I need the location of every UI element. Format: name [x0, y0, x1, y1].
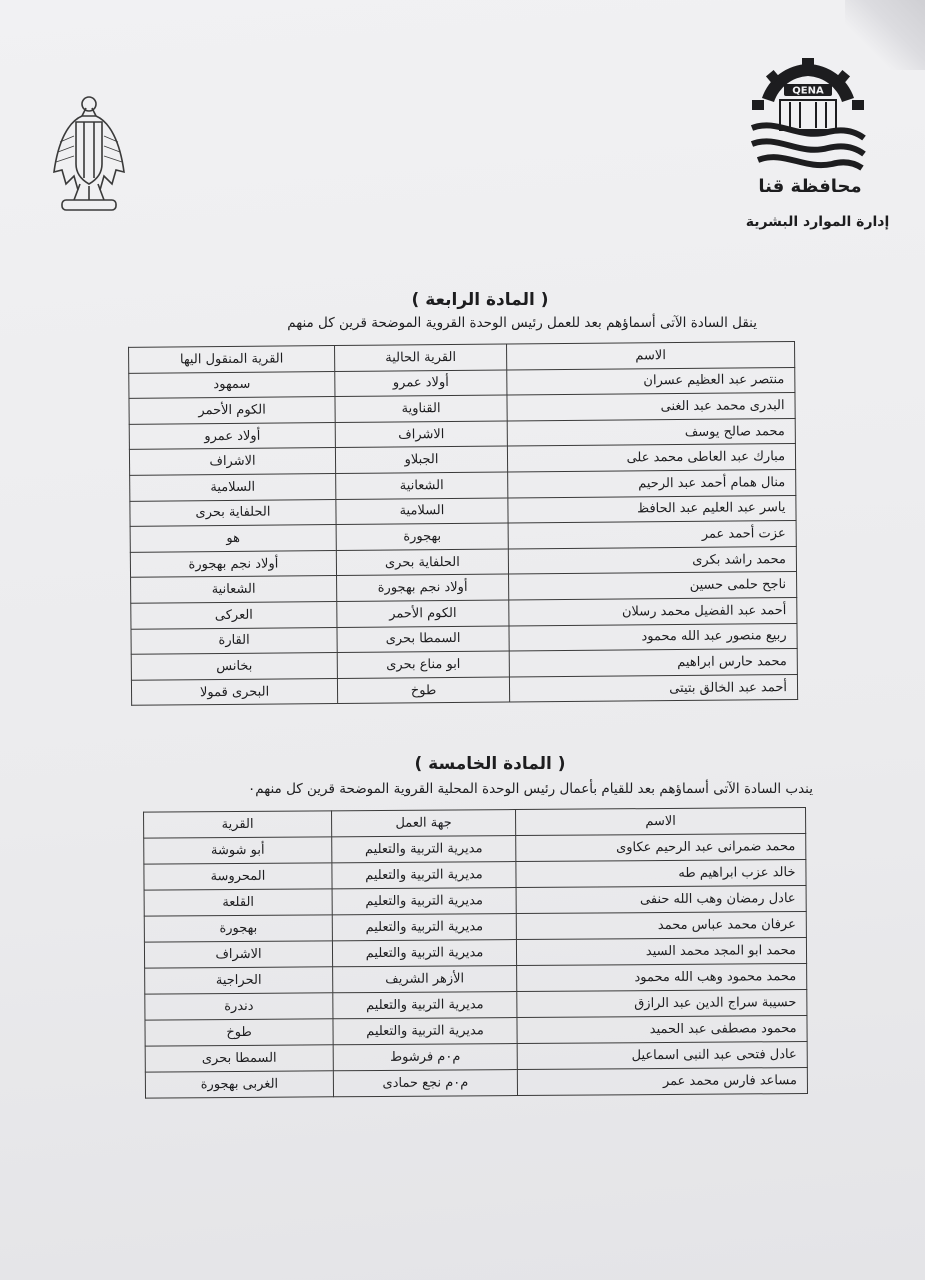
- cell-current-village: أولاد نجم بهجورة: [337, 574, 509, 601]
- cell-target-village: أولاد عمرو: [129, 422, 335, 449]
- cell-employee-name: منال همام أحمد عبد الرحيم: [508, 469, 796, 497]
- cell-employee-name: عادل رمضان وهب الله حنفى: [516, 886, 806, 914]
- cell-employee-name: أحمد عبد الفضيل محمد رسلان: [509, 597, 797, 625]
- cell-employee-name: عزت أحمد عمر: [508, 521, 796, 549]
- cell-employee-name: ناجح حلمى حسين: [509, 572, 797, 600]
- cell-current-village: الحلفاية بحرى: [336, 549, 508, 576]
- cell-employee-name: البدرى محمد عبد الغنى: [507, 393, 795, 421]
- cell-village: أبو شوشة: [144, 837, 332, 864]
- column-header-current-village: القرية الحالية: [335, 344, 507, 371]
- cell-employee-name: محمود مصطفى عبد الحميد: [517, 1015, 807, 1043]
- section5-title: ( المادة الخامسة ): [414, 754, 566, 774]
- cell-employee-name: محمد ابو المجد محمد السيد: [516, 938, 806, 966]
- egypt-eagle-emblem-icon: [48, 92, 130, 222]
- cell-workplace: مديرية التربية والتعليم: [332, 940, 516, 967]
- cell-target-village: العركى: [131, 601, 337, 628]
- column-header-village: القرية: [144, 811, 332, 838]
- cell-workplace: الأزهر الشريف: [333, 966, 517, 993]
- cell-employee-name: خالد عزب ابراهيم طه: [516, 860, 806, 888]
- cell-current-village: طوخ: [337, 677, 509, 704]
- cell-village: طوخ: [145, 1019, 333, 1046]
- cell-target-village: السلامية: [130, 473, 336, 500]
- cell-current-village: الكوم الأحمر: [337, 600, 509, 627]
- cell-village: الغربى بهجورة: [145, 1071, 333, 1098]
- cell-workplace: م٠م فرشوط: [333, 1044, 517, 1071]
- cell-employee-name: محمد صالح يوسف: [507, 418, 795, 446]
- cell-workplace: مديرية التربية والتعليم: [332, 888, 516, 915]
- cell-employee-name: ياسر عبد العليم عبد الحافظ: [508, 495, 796, 523]
- cell-employee-name: محمد محمود وهب الله محمود: [517, 963, 807, 991]
- hr-department-name: إدارة الموارد البشرية: [745, 214, 890, 230]
- cell-current-village: الجبلاو: [335, 446, 507, 473]
- cell-employee-name: محمد ضمرانى عبد الرحيم عكاوى: [516, 834, 806, 862]
- table-row: [145, 1067, 807, 1098]
- cell-employee-name: مبارك عبد العاطى محمد على: [507, 444, 795, 472]
- cell-employee-name: أحمد عبد الخالق بتيتى: [509, 674, 797, 702]
- table-row: [131, 674, 797, 705]
- cell-employee-name: منتصر عبد العظيم عسران: [507, 367, 795, 395]
- cell-workplace: مديرية التربية والتعليم: [333, 1018, 517, 1045]
- section4-intro: ينقل السادة الآتى أسماؤهم بعد للعمل رئيس الوحدة القروية الموضحة قرين كل منهم: [287, 315, 757, 331]
- cell-village: الحراجية: [145, 967, 333, 994]
- cell-target-village: البحرى قمولا: [131, 678, 337, 705]
- cell-employee-name: محمد حارس ابراهيم: [509, 649, 797, 677]
- section4-title: ( المادة الرابعة ): [411, 290, 549, 310]
- cell-target-village: سمهود: [129, 371, 335, 398]
- column-header-workplace: جهة العمل: [332, 810, 516, 837]
- cell-current-village: الشعانية: [336, 472, 508, 499]
- cell-workplace: مديرية التربية والتعليم: [332, 914, 516, 941]
- qena-governorate-logo: [748, 58, 868, 173]
- cell-target-village: بخانس: [131, 653, 337, 680]
- cell-current-village: أولاد عمرو: [335, 370, 507, 397]
- cell-village: الاشراف: [144, 941, 332, 968]
- cell-current-village: الاشراف: [335, 421, 507, 448]
- cell-target-village: القارة: [131, 627, 337, 654]
- cell-employee-name: ربيع منصور عبد الله محمود: [509, 623, 797, 651]
- governorate-name: محافظة قنا: [758, 176, 862, 197]
- cell-village: بهجورة: [144, 915, 332, 942]
- cell-workplace: م٠م نجع حمادى: [333, 1070, 517, 1097]
- column-header-target-village: القرية المنقول اليها: [129, 346, 335, 373]
- logo-text: QENA: [792, 85, 824, 97]
- cell-current-village: القناوية: [335, 395, 507, 422]
- column-header-name: الاسم: [516, 808, 806, 836]
- cell-workplace: مديرية التربية والتعليم: [333, 992, 517, 1019]
- delegation-table: [143, 807, 808, 1099]
- cell-target-village: الشعانية: [131, 576, 337, 603]
- cell-target-village: الاشراف: [129, 448, 335, 475]
- section5-intro: يندب السادة الآتى أسماؤهم بعد للقيام بأعمال رئيس الوحدة المحلية القروية الموضحة قرين كل منهم٠: [248, 781, 813, 797]
- cell-workplace: مديرية التربية والتعليم: [332, 862, 516, 889]
- cell-employee-name: عرفان محمد عباس محمد: [516, 912, 806, 940]
- cell-current-village: ابو مناع بحرى: [337, 651, 509, 678]
- cell-target-village: هو: [130, 525, 336, 552]
- cell-target-village: الحلفاية بحرى: [130, 499, 336, 526]
- cell-village: السمطا بحرى: [145, 1045, 333, 1072]
- cell-employee-name: حسيبة سراج الدين عبد الرازق: [517, 989, 807, 1017]
- cell-target-village: أولاد نجم بهجورة: [130, 550, 336, 577]
- cell-workplace: مديرية التربية والتعليم: [332, 836, 516, 863]
- cell-village: القلعة: [144, 889, 332, 916]
- cell-target-village: الكوم الأحمر: [129, 397, 335, 424]
- cell-village: المحروسة: [144, 863, 332, 890]
- cell-village: دندرة: [145, 993, 333, 1020]
- cell-current-village: بهجورة: [336, 523, 508, 550]
- cell-current-village: السلامية: [336, 498, 508, 525]
- transfer-table: [128, 341, 798, 706]
- cell-employee-name: عادل فتحى عبد النبى اسماعيل: [517, 1041, 807, 1069]
- cell-employee-name: محمد راشد بكرى: [508, 546, 796, 574]
- column-header-name: الاسم: [507, 342, 795, 370]
- cell-employee-name: مساعد فارس محمد عمر: [517, 1067, 807, 1095]
- cell-current-village: السمطا بحرى: [337, 626, 509, 653]
